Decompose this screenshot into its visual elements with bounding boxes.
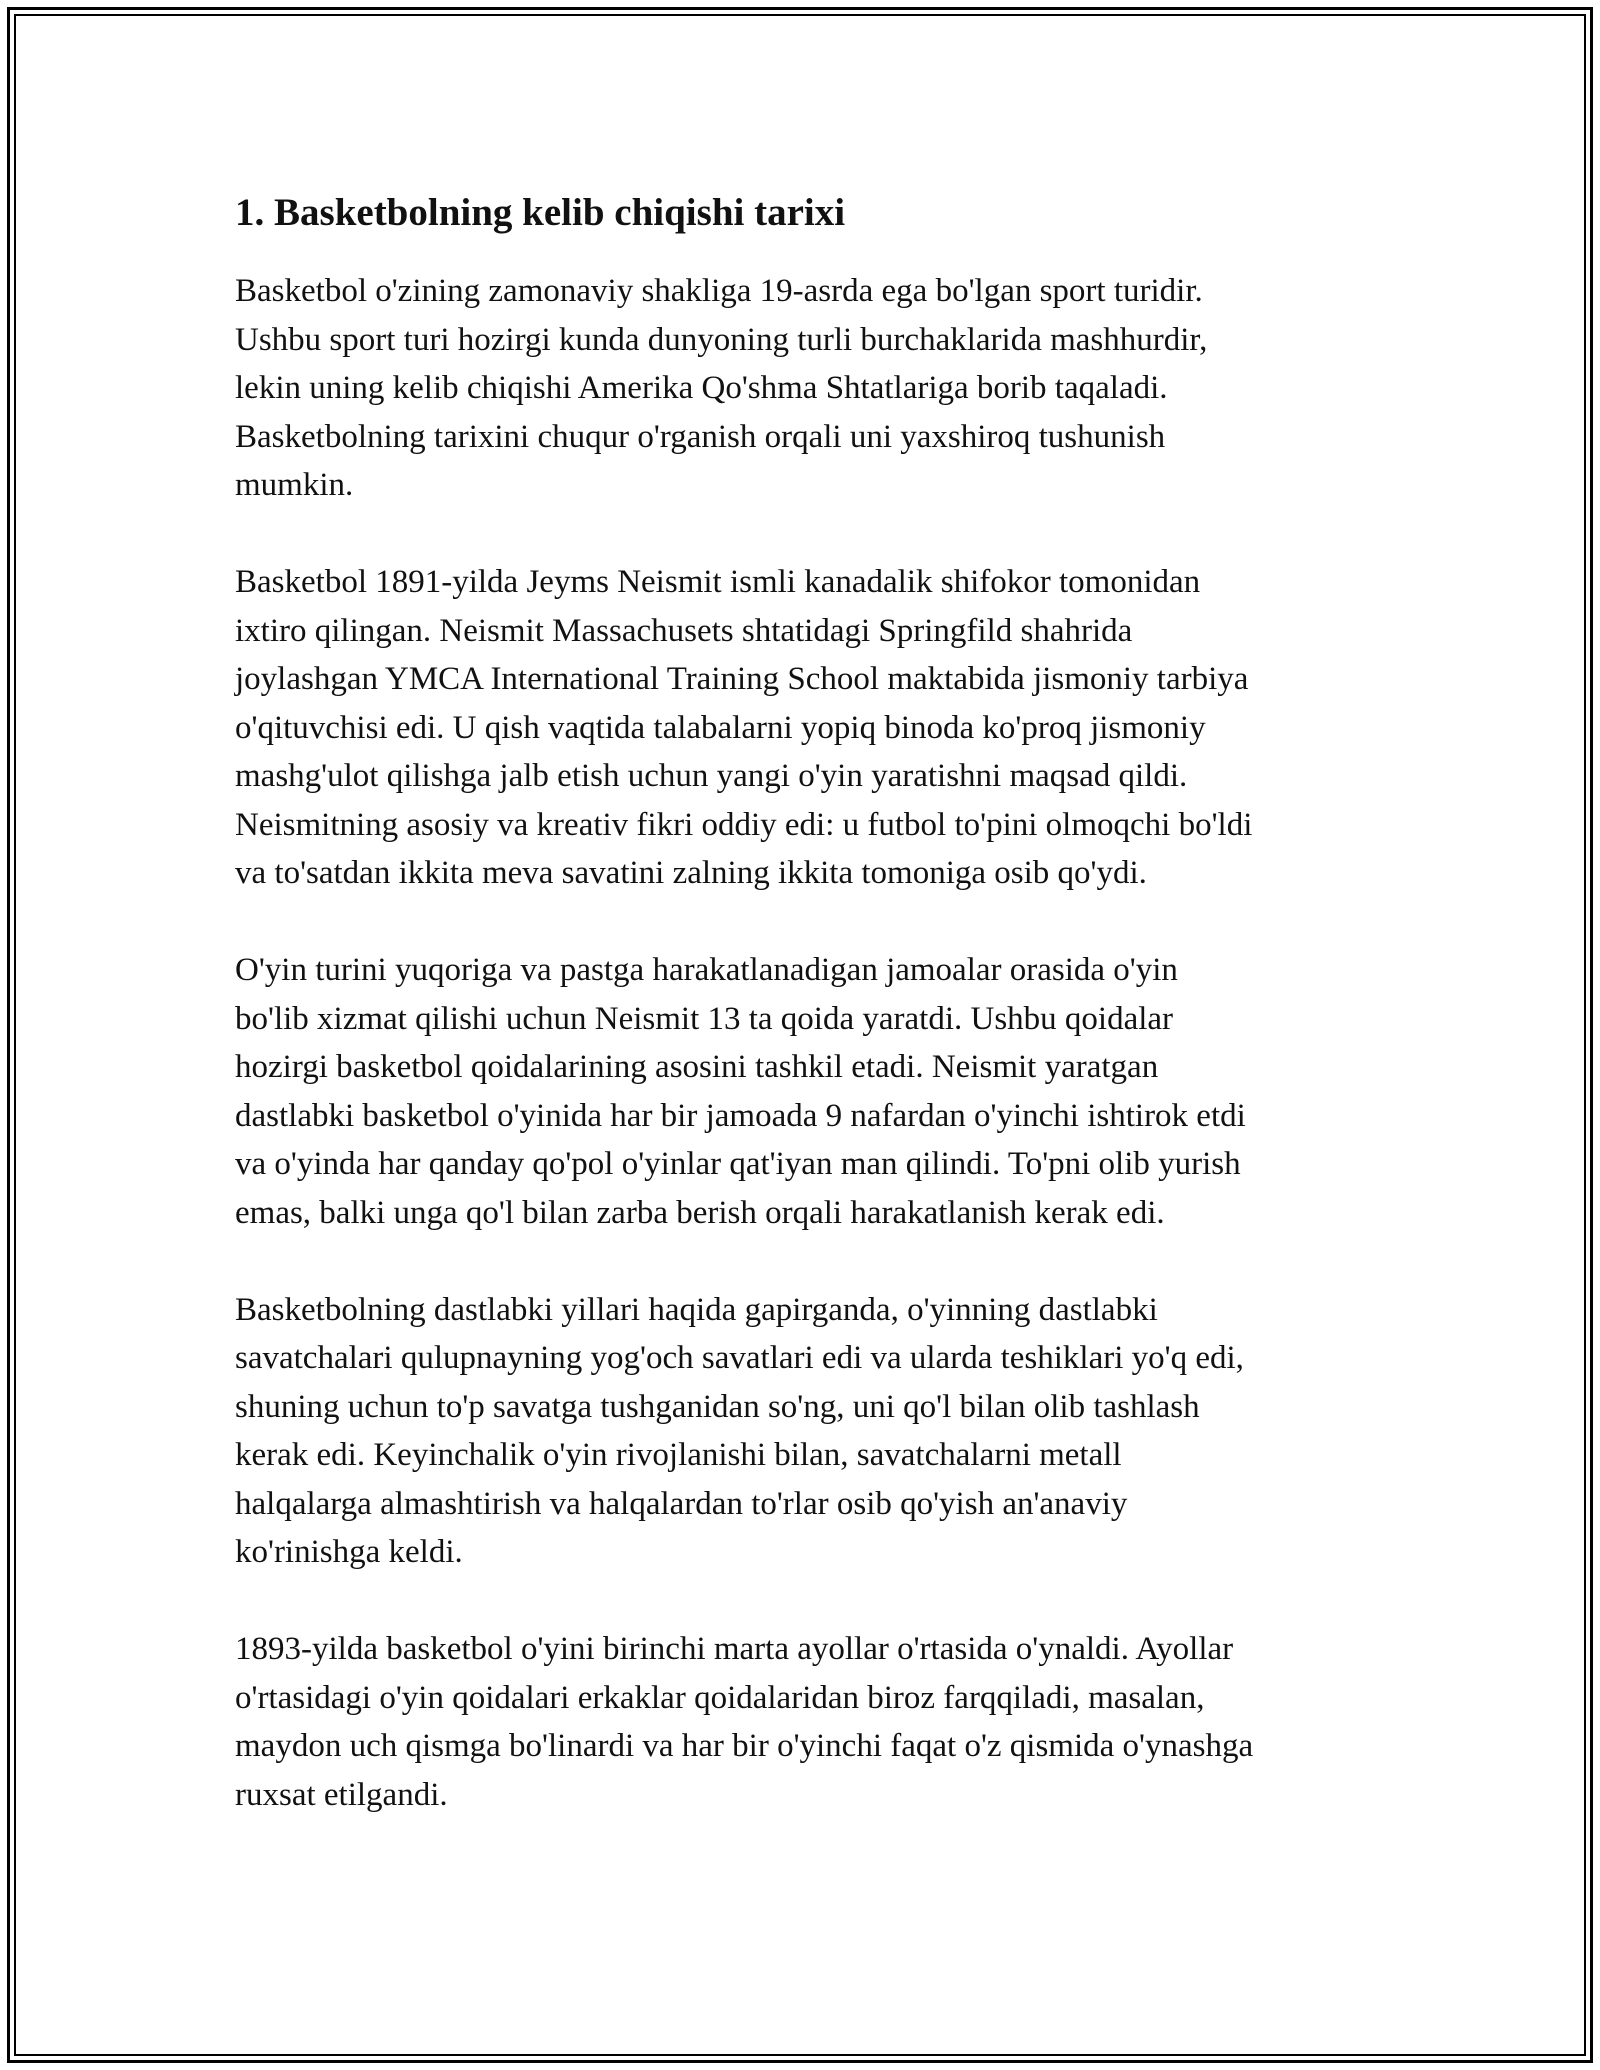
paragraph-1 xyxy=(235,267,1395,510)
paragraph-line: va o'yinda har qanday qo'pol o'yinlar qat'iyan man qilindi. To'pni olib yurish xyxy=(235,1146,1241,1182)
paragraph-line: emas, balki unga qo'l bilan zarba berish orqali harakatlanish kerak edi. xyxy=(235,1194,1165,1231)
paragraph-line: Basketbolning tarixini chuqur o'rganish orqali uni yaxshiroq tushunish xyxy=(235,418,1166,455)
paragraph-4 xyxy=(235,1286,1395,1577)
paragraph-line: Ushbu sport turi hozirgi kunda dunyoning turli burchaklarida mashhurdir, xyxy=(235,321,1208,358)
paragraph-line: ruxsat etilgandi. xyxy=(235,1776,448,1813)
paragraph-line: hozirgi basketbol qoidalarining asosini tashkil etadi. Neismit yaratgan xyxy=(235,1049,1159,1085)
paragraph-line: O'yin turini yuqoriga va pastga harakatlanadigan jamoalar orasida o'yin xyxy=(235,952,1178,988)
paragraph-line: ko'rinishga keldi. xyxy=(235,1534,463,1570)
paragraph-line: kerak edi. Keyinchalik o'yin rivojlanishi bilan, savatchalarni metall xyxy=(235,1437,1122,1473)
paragraph-line: va to'satdan ikkita meva savatini zalning ikkita tomoniga osib qo'ydi. xyxy=(235,855,1147,891)
paragraph-line: ixtiro qilingan. Neismit Massachusets shtatidagi Springfild shahrida xyxy=(235,612,1133,649)
paragraph-2 xyxy=(235,558,1395,898)
paragraph-line: joylashgan YMCA International Training School maktabida jismoniy tarbiya xyxy=(235,661,1249,697)
paragraph-line: Basketbolning dastlabki yillari haqida gapirganda, o'yinning dastlabki xyxy=(235,1291,1158,1328)
paragraph-line: shuning uchun to'p savatga tushganidan so'ng, uni qo'l bilan olib tashlash xyxy=(235,1388,1200,1425)
paragraph-line: maydon uch qismga bo'linardi va har bir o'yinchi faqat o'z qismida o'ynashga xyxy=(235,1728,1254,1764)
paragraph-line: savatchalari qulupnayning yog'och savatlari edi va ularda teshiklari yo'q edi, xyxy=(235,1340,1244,1376)
document-body xyxy=(235,183,1395,1868)
paragraph-line: Basketbol o'zining zamonaviy shakliga 19-asrda ega bo'lgan sport turidir. xyxy=(235,273,1203,309)
paragraph-line: lekin uning kelib chiqishi Amerika Qo'shma Shtatlariga borib taqaladi. xyxy=(235,370,1168,406)
paragraph-line: Basketbol 1891-yilda Jeyms Neismit ismli kanadalik shifokor tomonidan xyxy=(235,564,1201,600)
paragraph-3 xyxy=(235,946,1395,1237)
paragraph-line: mumkin. xyxy=(235,467,354,503)
paragraph-5 xyxy=(235,1625,1395,1819)
paragraph-line: o'qituvchisi edi. U qish vaqtida talabalarni yopiq binoda ko'proq jismoniy xyxy=(235,709,1206,746)
page-title: 1. Basketbolning kelib chiqishi tarixi xyxy=(235,191,846,234)
paragraph-line: bo'lib xizmat qilishi uchun Neismit 13 ta qoida yaratdi. Ushbu qoidalar xyxy=(235,1000,1174,1037)
paragraph-line: o'rtasidagi o'yin qoidalari erkaklar qoidalaridan biroz farqqiladi, masalan, xyxy=(235,1679,1205,1716)
paragraph-line: Neismitning asosiy va kreativ fikri oddiy edi: u futbol to'pini olmoqchi bo'ldi xyxy=(235,806,1253,843)
paragraph-line: mashg'ulot qilishga jalb etish uchun yangi o'yin yaratishni maqsad qildi. xyxy=(235,758,1188,794)
paragraph-line: 1893-yilda basketbol o'yini birinchi marta ayollar o'rtasida o'ynaldi. Ayollar xyxy=(235,1631,1234,1667)
paragraph-line: halqalarga almashtirish va halqalardan to'rlar osib qo'yish an'anaviy xyxy=(235,1485,1128,1522)
paragraph-line: dastlabki basketbol o'yinida har bir jamoada 9 nafardan o'yinchi ishtirok etdi xyxy=(235,1097,1246,1134)
